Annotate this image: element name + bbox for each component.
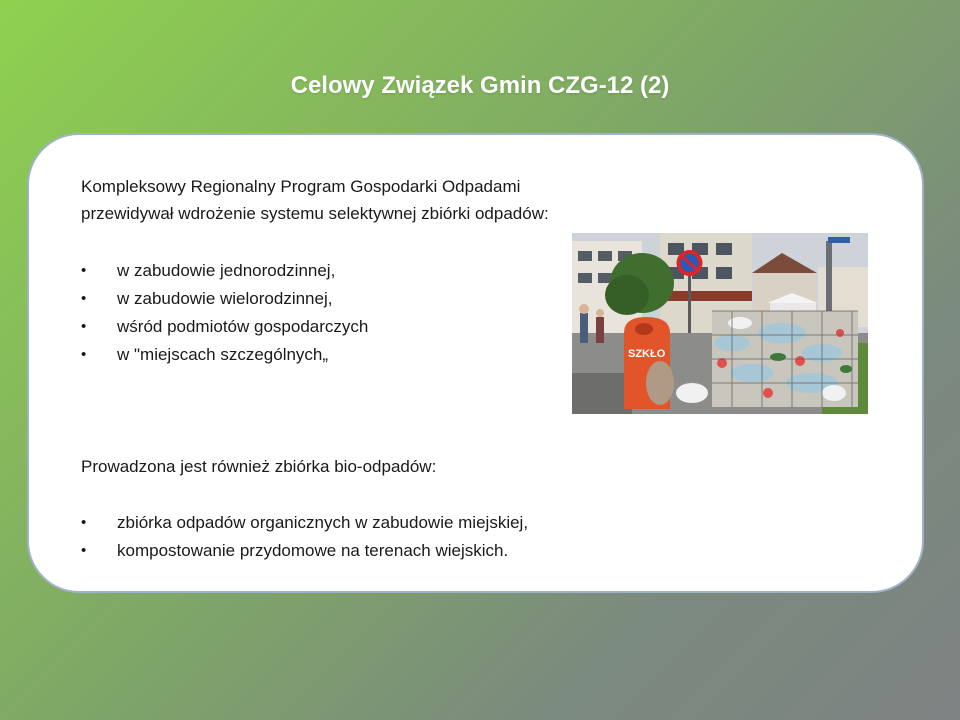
list-item: • w "miejscach szczególnych„ <box>81 341 368 369</box>
intro-text-1: Kompleksowy Regionalny Program Gospodarki Odpadami przewidywał wdrożenie systemu selektywnej zbiórki odpadów: <box>81 177 549 223</box>
list-item: • zbiórka odpadów organicznych w zabudowie miejskiej, <box>81 509 528 537</box>
waste-collection-photo <box>572 233 868 414</box>
content-box <box>27 133 924 593</box>
list-item: • wśród podmiotów gospodarczych <box>81 313 368 341</box>
list-item: • w zabudowie jednorodzinnej, <box>81 257 368 285</box>
container-label: SZKŁO <box>628 348 666 360</box>
list-item: • w zabudowie wielorodzinnej, <box>81 285 368 313</box>
list-item: • kompostowanie przydomowe na terenach wiejskich. <box>81 537 528 565</box>
selective-collection-list <box>81 257 368 369</box>
slide-title: Celowy Związek Gmin CZG-12 (2) <box>290 72 670 99</box>
intro-text-2: Prowadzona jest również zbiórka bio-odpadów: <box>81 457 437 476</box>
bio-waste-list <box>81 509 528 565</box>
